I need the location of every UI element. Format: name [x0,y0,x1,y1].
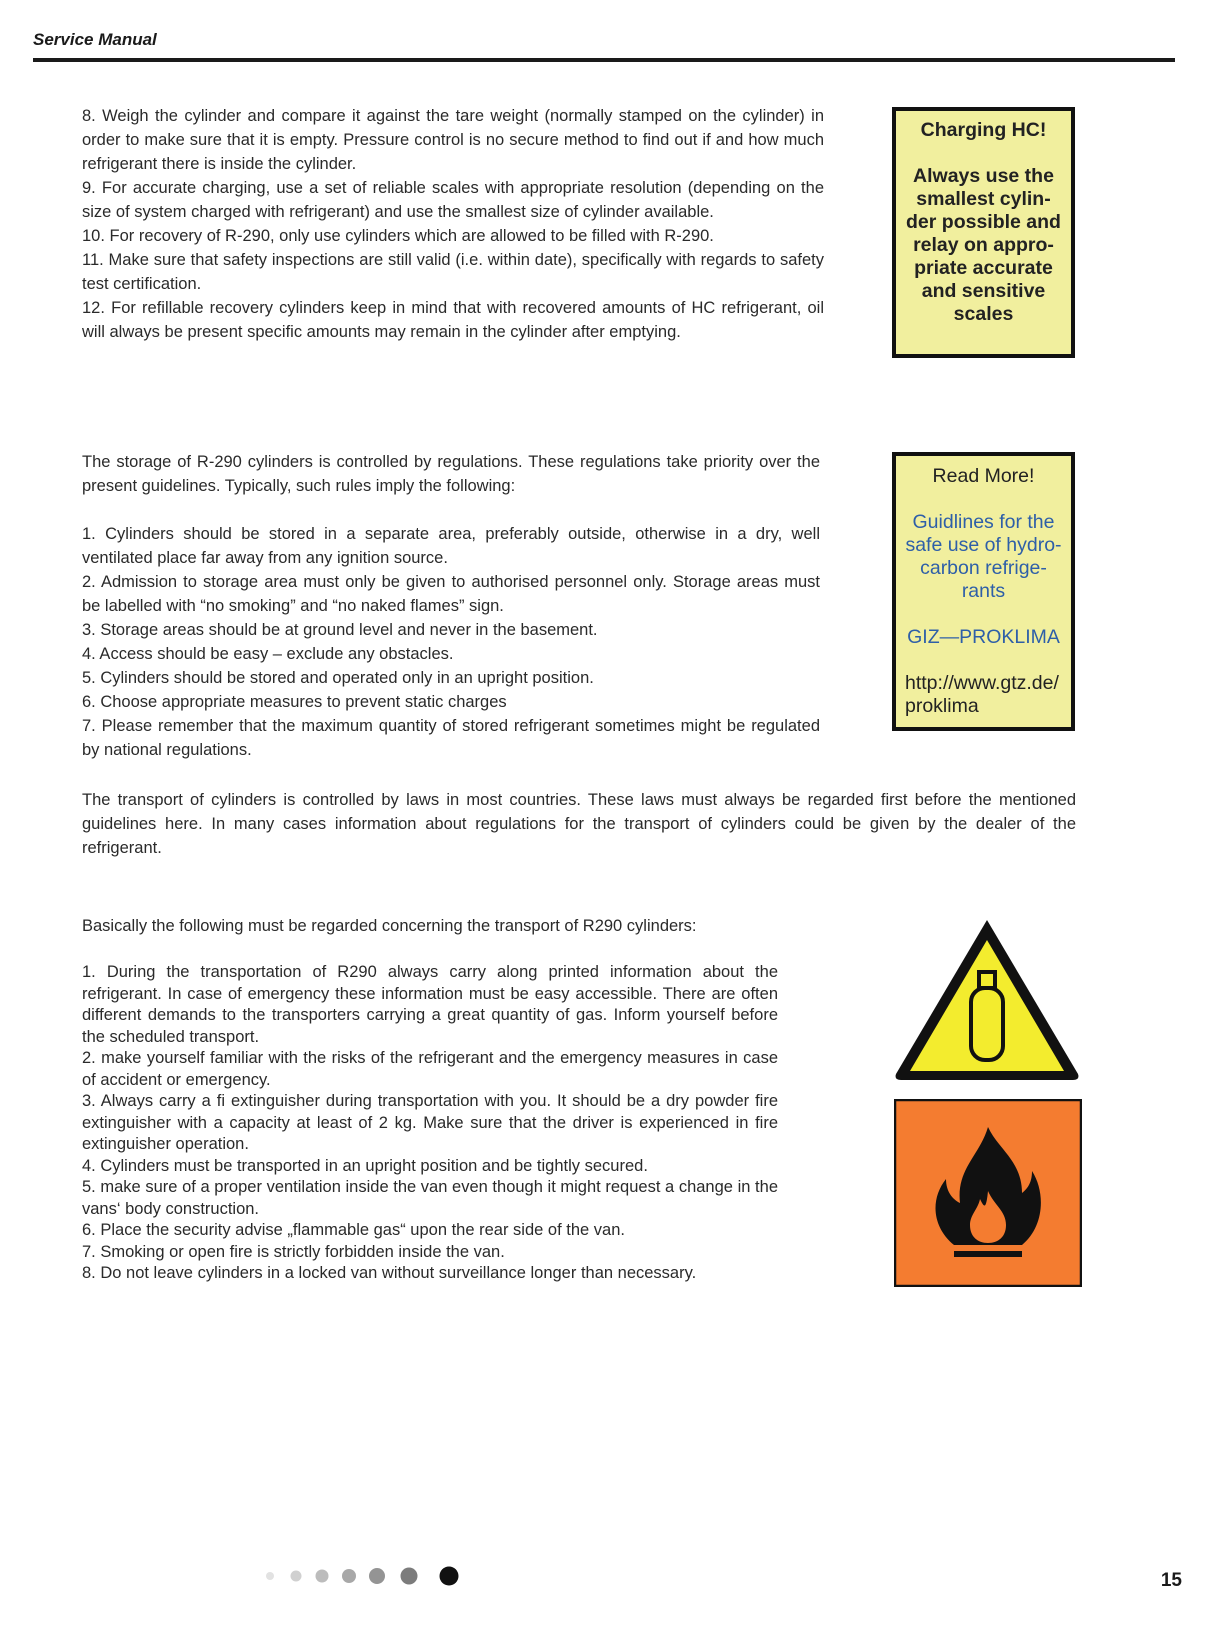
page-progress-dots-icon [255,1563,475,1593]
list-item: 4. Cylinders must be transported in an upright position and be tightly secured. [82,1156,648,1175]
callout-title: Read More! [932,465,1035,487]
url-link[interactable]: http://www.gtz.de/proklima [905,672,1059,717]
transport-intro: Basically the following must be regarded concerning the transport of R290 cylinders: [82,917,697,935]
list-item: 1. During the transportation of R290 always carry along printed information about the refrigerant. In case of emergency these information must be easy accessible. There are often different demands to the transporters carrying a great quantity of gas. Inform yourself before the scheduled transport. [82,963,778,1046]
list-item: 11. Make sure that safety inspections are still valid (i.e. within date), specifically with regards to safety test certification. [82,251,824,293]
transport-paragraph: The transport of cylinders is controlled by laws in most countries. These laws must always be regarded first before the mentioned guidelines here. In many cases information about regulations for the transport of cylinders could be given by the dealer of the refrigerant. [82,791,1076,857]
storage-intro: The storage of R-290 cylinders is controlled by regulations. These regulations take priority over the present guidelines. Typically, such rules imply the following: [82,453,820,495]
header-title: Service Manual [33,30,157,49]
callout-title: Charging HC! [920,119,1047,141]
list-item: 7. Please remember that the maximum quantity of stored refrigerant sometimes might be regulated by national regulations. [82,717,820,759]
guideline-link[interactable]: Guidlines for the safe use of hydro-carbon refrige-rants [905,511,1062,602]
org-name: GIZ—PROKLIMA [907,626,1060,648]
storage-section [82,450,820,762]
list-item: 10. For recovery of R-290, only use cylinders which are allowed to be filled with R-290. [82,227,714,245]
charging-steps [82,104,824,344]
list-item: 6. Place the security advise „flammable gas“ upon the rear side of the van. [82,1221,625,1239]
list-item: 6. Choose appropriate measures to prevent static charges [82,693,507,711]
list-item: 5. Cylinders should be stored and operated only in an upright position. [82,669,594,687]
gas-cylinder-warning-icon [890,914,1084,1084]
list-item: 8. Do not leave cylinders in a locked van without surveillance longer than necessary. [82,1264,697,1282]
list-item: 7. Smoking or open fire is strictly forbidden inside the van. [82,1242,505,1261]
list-item: 3. Storage areas should be at ground level and never in the basement. [82,621,598,639]
callout-body: Always use the smallest cylin-der possible and relay on appro-priate accurate and sensitive scales [906,165,1061,325]
list-item: 2. make yourself familiar with the risks of the refrigerant and the emergency measures in case of accident or emergency. [82,1049,778,1089]
transport-steps [82,962,778,1285]
list-item: 1. Cylinders should be stored in a separate area, preferably outside, otherwise in a dry, well ventilated place far away from any ignition source. [82,525,820,567]
read-more-callout [892,452,1075,731]
list-item: 9. For accurate charging, use a set of reliable scales with appropriate resolution (depending on the size of system charged with refrigerant) and use the smallest size of cylinder available. [82,179,824,221]
list-item: 12. For refillable recovery cylinders keep in mind that with recovered amounts of HC refrigerant, oil will always be present specific amounts may remain in the cylinder after emptying. [82,299,824,341]
list-item: 8. Weigh the cylinder and compare it against the tare weight (normally stamped on the cylinder) in order to make sure that it is empty. Pressure control is no secure method to find out if and how much refrigerant there is inside the cylinder. [82,107,824,173]
flammable-hazard-icon [894,1099,1082,1287]
list-item: 4. Access should be easy – exclude any obstacles. [82,645,454,663]
page-header [33,28,1175,62]
list-item: 3. Always carry a fi extinguisher during transportation with you. It should be a dry powder fire extinguisher with a capacity at least of 2 kg. Make sure that the driver is experienced in fire extinguisher operation. [82,1092,778,1153]
page-number: 15 [1160,1570,1182,1591]
charging-hc-callout [892,107,1075,358]
list-item: 5. make sure of a proper ventilation inside the van even though it might request a change in the vans‘ body construction. [82,1178,778,1218]
list-item: 2. Admission to storage area must only be given to authorised personnel only. Storage areas must be labelled with “no smoking” and “no naked flames” sign. [82,573,820,615]
